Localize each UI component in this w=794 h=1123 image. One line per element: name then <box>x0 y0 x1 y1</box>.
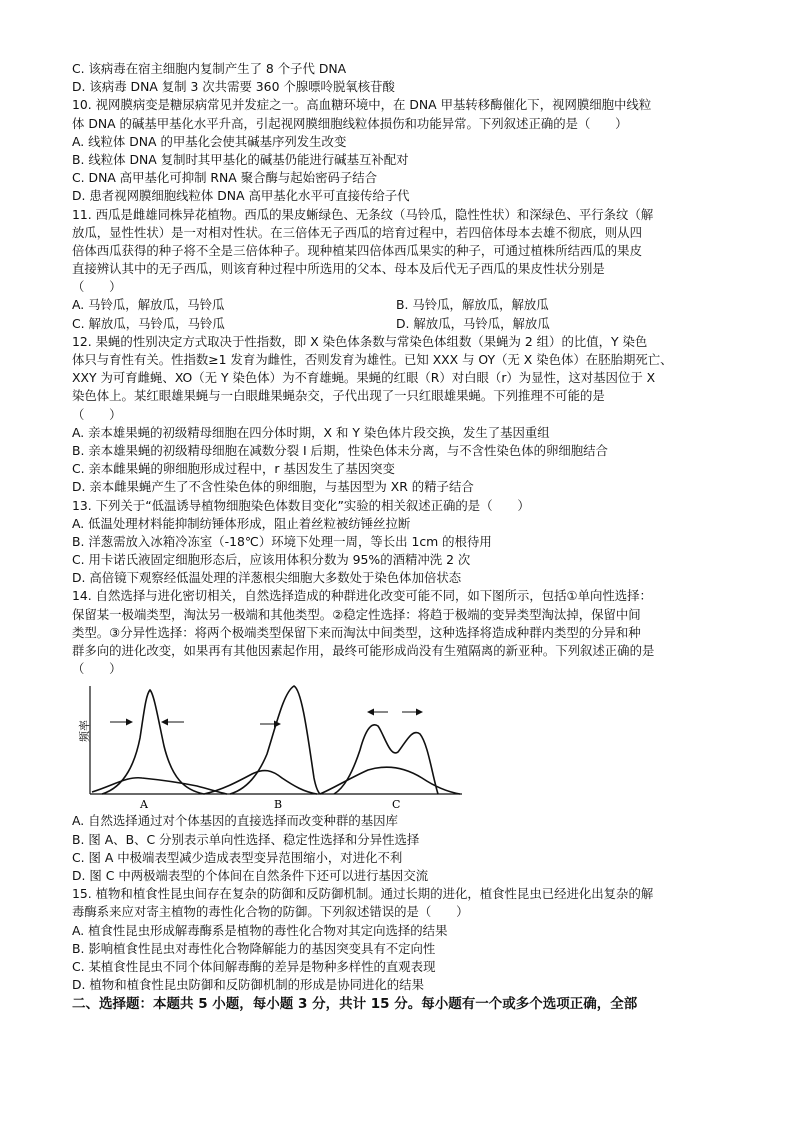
q11-option-a: A. 马铃瓜，解放瓜，马铃瓜 <box>72 297 225 313</box>
q10-option-c: C. DNA 高甲基化可抑制 RNA 聚合酶与起始密码子结合 <box>72 170 378 186</box>
panel-label-a: A <box>140 798 148 811</box>
q14-stem-line-5: （ ） <box>72 661 122 677</box>
q10-option-b: B. 线粒体 DNA 复制时其甲基化的碱基仍能进行碱基互补配对 <box>72 151 409 167</box>
q11-stem-line-1: 11. 西瓜是雌雄同株异花植物。西瓜的果皮蜥绿色、无条纹（马铃瓜，隐性性状）和深绿色、平行条纹（解 <box>72 206 654 222</box>
q14-stem-line-4: 群多向的进化改变，如果再有其他因素起作用，最终可能形成尚没有生殖隔离的新亚种。下列叙述正确的是 <box>72 643 655 658</box>
curve-b-original <box>204 771 317 794</box>
q12-stem-line-1: 12. 果蝇的性别决定方式取决于性指数，即 X 染色体条数与常染色体组数（果蝇为 2 组）的比值，Y 染色 <box>72 333 648 349</box>
q11-stem-line-4: 直接辨认其中的无子西瓜，则该育种过程中所选用的父本、母本及后代无子西瓜的果皮性状分别是 <box>72 261 605 277</box>
q10-option-d: D. 患者视网膜细胞线粒体 DNA 高甲基化水平可直接传给子代 <box>72 188 410 204</box>
q15-option-b: B. 影响植食性昆虫对毒性化合物降解能力的基因突变具有不定向性 <box>72 940 436 956</box>
q11-options-row-1 <box>72 296 732 314</box>
q14-stem-line-1: 14. 自然选择与进化密切相关，自然选择造成的种群进化改变可能不同，如下图所示，包括①单向性选择： <box>72 588 652 604</box>
q14-stem-line-2: 保留某一极端类型，淘汰另一极端和其他类型。②稳定性选择：将趋于极端的变异类型淘汰掉，保留中间 <box>72 606 641 622</box>
q11-option-d: D. 解放瓜，马铃瓜，解放瓜 <box>396 315 550 331</box>
q9-option-c: C. 该病毒在宿主细胞内复制产生了 8 个子代 DNA <box>72 61 347 76</box>
q12-stem-line-4: 染色体上。某红眼雄果蝇与一白眼雌果蝇杂交，子代出现了一只红眼雄果蝇。下列推理不可能的是 <box>72 388 605 404</box>
q13-option-d: D. 高倍镜下观察经低温处理的洋葱根尖细胞大多数处于染色体加倍状态 <box>72 570 462 586</box>
q10-stem-line-1: 10. 视网膜病变是糖尿病常见并发症之一。高血糖环境中，在 DNA 甲基转移酶催化下，视网膜细胞中线粒 <box>72 97 652 113</box>
q13-option-a: A. 低温处理材料能抑制纺锤体形成，阻止着丝粒被纺锤丝拉断 <box>72 515 411 531</box>
q11-stem-line-2: 放瓜，显性性状）是一对相对性状。在三倍体无子西瓜的培育过程中，若四倍体母本去雄不彻底，则从四 <box>72 224 642 240</box>
q12-stem-line-2: 体只与育性有关。性指数≥1 发育为雌性，否则发育为雄性。已知 XXX 与 OY（无 X 染色体）在胚胎期死亡、 <box>72 352 673 367</box>
q12-option-a: A. 亲本雄果蝇的初级精母细胞在四分体时期，X 和 Y 染色体片段交换，发生了基因重组 <box>72 424 550 440</box>
q12-stem-line-5: （ ） <box>72 406 122 422</box>
q10-option-a: A. 线粒体 DNA 的甲基化会使其碱基序列发生改变 <box>72 133 347 149</box>
q14-option-a: A. 自然选择通过对个体基因的直接选择而改变种群的基因库 <box>72 813 398 829</box>
q13-option-b: B. 洋葱需放入冰箱冷冻室（-18℃）环境下处理一周，等长出 1cm 的根待用 <box>72 533 492 549</box>
curve-c-selected <box>334 725 438 794</box>
selection-curves-diagram <box>72 678 472 810</box>
q14-option-b: B. 图 A、B、C 分别表示单向性选择、稳定性选择和分异性选择 <box>72 831 420 847</box>
q10-stem-line-2: 体 DNA 的碱基甲基化水平升高，引起视网膜细胞线粒体损伤和功能异常。下列叙述正确的是（ ） <box>72 115 628 131</box>
q13-option-c: C. 用卡诺氏液固定细胞形态后，应该用体积分数为 95%的酒精冲洗 2 次 <box>72 552 471 568</box>
q14-option-c: C. 图 A 中极端表型减少造成表型变异范围缩小，对进化不利 <box>72 849 403 865</box>
q11-option-b: B. 马铃瓜，解放瓜，解放瓜 <box>396 297 549 313</box>
q15-stem-line-2: 毒酶系来应对寄主植物的毒性化合物的防御。下列叙述错误的是（ ） <box>72 904 469 920</box>
panel-label-b: B <box>274 798 283 811</box>
section-2-heading: 二、选择题：本题共 5 小题，每小题 3 分，共计 15 分。每小题有一个或多个选项正确，全部 <box>72 996 638 1013</box>
q14-option-d: D. 图 C 中两极端表型的个体间在自然条件下还可以进行基因交流 <box>72 867 429 883</box>
q9-option-d: D. 该病毒 DNA 复制 3 次共需要 360 个腺嘌呤脱氧核苷酸 <box>72 79 395 95</box>
q12-option-c: C. 亲本雌果蝇的卵细胞形成过程中，r 基因发生了基因突变 <box>72 461 395 477</box>
q11-option-c: C. 解放瓜，马铃瓜，马铃瓜 <box>72 315 225 331</box>
q11-stem-line-5: （ ） <box>72 279 122 295</box>
curve-c-original <box>320 768 460 795</box>
q15-stem-line-1: 15. 植物和植食性昆虫间存在复杂的防御和反防御机制。通过长期的进化，植食性昆虫已经进化出复杂的解 <box>72 886 654 902</box>
q15-option-d: D. 植物和植食性昆虫防御和反防御机制的形成是协同进化的结果 <box>72 977 424 993</box>
q14-stem-line-3: 类型。③分异性选择：将两个极端类型保留下来而淘汰中间类型，这种选择将造成种群内类型的分异和种 <box>72 624 641 640</box>
selection-figure <box>72 678 732 810</box>
q11-options-row-2 <box>72 315 732 333</box>
q12-option-d: D. 亲本雌果蝇产生了不含性染色体的卵细胞，与基因型为 XR 的精子结合 <box>72 479 474 495</box>
q15-option-a: A. 植食性昆虫形成解毒酶系是植物的毒性化合物对其定向选择的结果 <box>72 922 448 938</box>
q12-stem-line-3: XXY 为可育雌蝇、XO（无 Y 染色体）为不育雄蝇。果蝇的红眼（R）对白眼（r）为显性，这对基因位于 X <box>72 370 656 386</box>
curve-a-original <box>92 778 227 794</box>
q12-option-b: B. 亲本雄果蝇的初级精母细胞在减数分裂 I 后期，性染色体未分离，与不含性染色体的卵细胞结合 <box>72 442 608 458</box>
panel-label-c: C <box>392 798 401 811</box>
q15-option-c: C. 某植食性昆虫不同个体间解毒酶的差异是物种多样性的直观表现 <box>72 958 436 974</box>
q11-stem-line-3: 倍体西瓜获得的种子将不全是三倍体种子。现种植某四倍体西瓜果实的种子，可通过植株所结西瓜的果皮 <box>72 242 642 258</box>
exam-page <box>72 60 732 1014</box>
q13-stem-line-1: 13. 下列关于“低温诱导植物细胞染色体数目变化”实验的相关叙述正确的是（ ） <box>72 497 530 513</box>
y-axis-label: 频率 <box>78 720 91 743</box>
